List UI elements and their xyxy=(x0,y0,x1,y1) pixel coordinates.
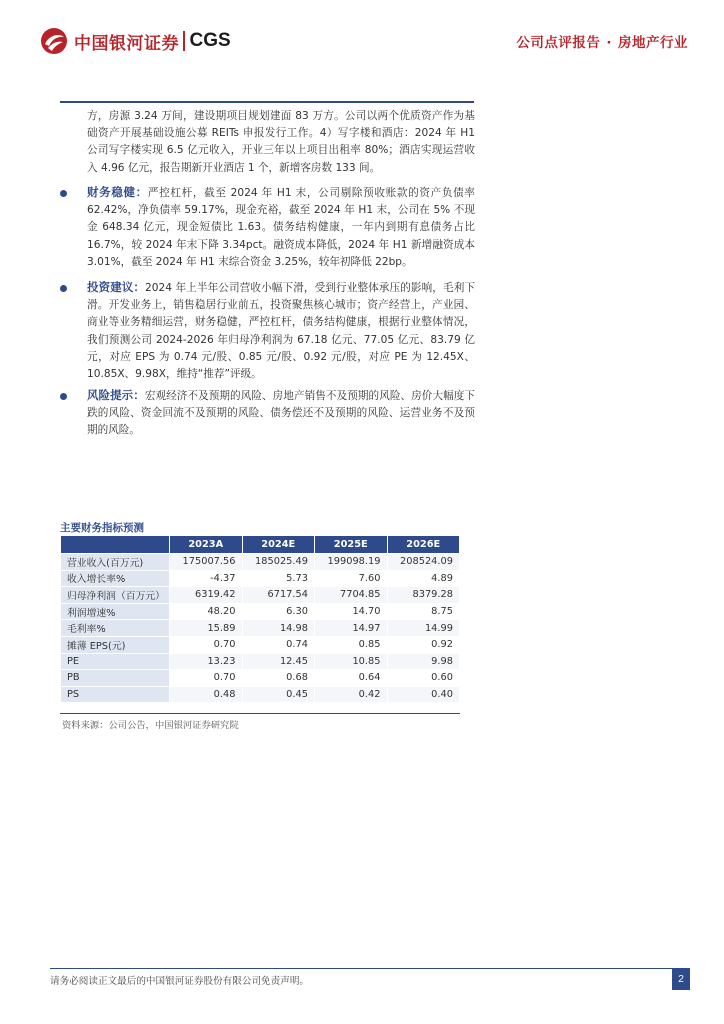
table-row xyxy=(61,636,460,653)
table-cell: 0.70 xyxy=(170,670,243,687)
table-cell: 8.75 xyxy=(387,603,460,620)
row-label: 收入增长率% xyxy=(61,570,170,587)
table-row xyxy=(61,653,460,670)
bullet-risk xyxy=(60,387,475,440)
industry-label: 房地产行业 xyxy=(618,35,688,51)
table-cell: 0.70 xyxy=(170,636,243,653)
row-label: 归母净利润（百万元） xyxy=(61,587,170,604)
table-cell: 14.70 xyxy=(315,603,388,620)
report-category xyxy=(516,31,688,51)
bullet-financial xyxy=(60,184,475,271)
table-cell: 6319.42 xyxy=(170,587,243,604)
table-row xyxy=(61,603,460,620)
table-cell: 175007.56 xyxy=(170,554,243,571)
row-label: 营业收入(百万元) xyxy=(61,554,170,571)
table-cell: 199098.19 xyxy=(315,554,388,571)
column-header: 2026E xyxy=(387,536,460,554)
table-cell: 0.45 xyxy=(242,686,315,703)
footer-rule xyxy=(50,968,690,969)
table-cell: 7704.85 xyxy=(315,587,388,604)
table-cell: 14.98 xyxy=(242,620,315,637)
column-header: 2023A xyxy=(170,536,243,554)
footer-disclaimer: 请务必阅读正文最后的中国银河证券股份有限公司免责声明。 xyxy=(50,976,310,987)
table-title: 主要财务指标预测 xyxy=(60,522,144,534)
row-label: PS xyxy=(61,686,170,703)
logo-english-text: CGS xyxy=(189,30,231,51)
row-label: 毛利率% xyxy=(61,620,170,637)
bullet-body: 宏观经济不及预期的风险、房地产销售不及预期的风险、房价大幅度下跌的风险、资金回流不及预期的风险、债务偿还不及预期的风险、运营业务不及预期的风险。 xyxy=(87,390,476,437)
intro-paragraph: 方，房源 3.24 万间，建设期项目规划建面 83 万方。公司以两个优质资产作为基础资产开展基础设施公募 REITs 申报发行工作。4）写字楼和酒店：2024 年 H1 公司写字楼实现 6.5 亿元收入，开业三年以上项目出租率 80%；酒店实现运营收入 4.96 亿元，报告期新开业酒店 1 个，新增客房数 133 间。 xyxy=(87,110,475,174)
table-cell: 0.85 xyxy=(315,636,388,653)
table-cell: 14.99 xyxy=(387,620,460,637)
bullet-title: 财务稳健： xyxy=(87,185,148,199)
table-cell: 0.74 xyxy=(242,636,315,653)
table-cell: 10.85 xyxy=(315,653,388,670)
table-cell: 0.92 xyxy=(387,636,460,653)
report-type: 公司点评报告 xyxy=(516,35,601,51)
table-cell: 185025.49 xyxy=(242,554,315,571)
bullet-dot-icon xyxy=(60,393,67,400)
bullet-dot-icon xyxy=(60,190,67,197)
galaxy-logo-icon xyxy=(40,27,68,55)
bullet-body: 2024 年上半年公司营收小幅下滑，受到行业整体承压的影响，毛利下滑。开发业务上，销售稳居行业前五，投资聚焦核心城市；资产经营上，产业园、商业等业务精细运营，财务稳健，严控杠杆，债务结构健康，根据行业整体情况，我们预测公司 2024-2026 年归母净利润为 67.18 亿元、77.05 亿元、83.79 亿元，对应 EPS 为 0.74 元/股、0.85 元/股、0.92 元/股，对应 PE 为 12.45X、10.85X、9.98X，维持“推荐”评级。 xyxy=(87,282,476,381)
row-label: PB xyxy=(61,670,170,687)
table-cell: 5.73 xyxy=(242,570,315,587)
table-cell: 0.68 xyxy=(242,670,315,687)
column-header: 2025E xyxy=(315,536,388,554)
table-row xyxy=(61,587,460,604)
column-header: 2024E xyxy=(242,536,315,554)
table-cell: 12.45 xyxy=(242,653,315,670)
page-header xyxy=(0,0,724,62)
financial-forecast-table xyxy=(60,535,460,703)
header-separator: · xyxy=(606,35,612,51)
table-cell: 208524.09 xyxy=(387,554,460,571)
table-cell: 8379.28 xyxy=(387,587,460,604)
table-cell: 48.20 xyxy=(170,603,243,620)
page-number: 2 xyxy=(672,969,690,990)
table-cell: 0.42 xyxy=(315,686,388,703)
bullet-body: 严控杠杆，截至 2024 年 H1 末，公司剔除预收账款的资产负债率 62.42%，净负债率 59.17%，现金充裕，截至 2024 年 H1 末，公司在 5% 不现金 648.34 亿元，现金短债比 1.63。债务结构健康，一年内到期有息债务占比 16.7%，较 2024 年末下降 3.34pct。融资成本降低，2024 年 H1 新增融资成本 3.01%，截至 2024 年 H1 末综合资金 3.25%，较年初降低 22bp。 xyxy=(87,187,476,268)
cgs-logo xyxy=(40,24,231,58)
table-cell: -4.37 xyxy=(170,570,243,587)
bullet-title: 风险提示： xyxy=(87,388,145,402)
table-row xyxy=(61,686,460,703)
table-cell: 6717.54 xyxy=(242,587,315,604)
table-cell: 7.60 xyxy=(315,570,388,587)
bullet-dot-icon xyxy=(60,285,67,292)
logo-chinese-text: 中国银河证券 xyxy=(74,33,179,54)
table-source-note: 资料来源：公司公告，中国银河证券研究院 xyxy=(62,720,239,731)
bullet-investment xyxy=(60,279,475,383)
bullet-title: 投资建议： xyxy=(87,280,146,294)
table-row xyxy=(61,554,460,571)
table-row xyxy=(61,670,460,687)
table-cell: 6.30 xyxy=(242,603,315,620)
row-label: 摊薄 EPS(元) xyxy=(61,636,170,653)
row-label: PE xyxy=(61,653,170,670)
table-cell: 4.89 xyxy=(387,570,460,587)
table-cell: 13.23 xyxy=(170,653,243,670)
table-cell: 9.98 xyxy=(387,653,460,670)
column-header xyxy=(61,536,170,554)
table-cell: 0.48 xyxy=(170,686,243,703)
table-cell: 14.97 xyxy=(315,620,388,637)
table-row xyxy=(61,620,460,637)
table-header-row xyxy=(61,536,460,554)
table-cell: 0.60 xyxy=(387,670,460,687)
row-label: 利润增速% xyxy=(61,603,170,620)
table-cell: 0.40 xyxy=(387,686,460,703)
table-row xyxy=(61,570,460,587)
section-top-rule xyxy=(60,101,474,103)
logo-divider xyxy=(183,31,185,51)
table-cell: 15.89 xyxy=(170,620,243,637)
table-cell: 0.64 xyxy=(315,670,388,687)
